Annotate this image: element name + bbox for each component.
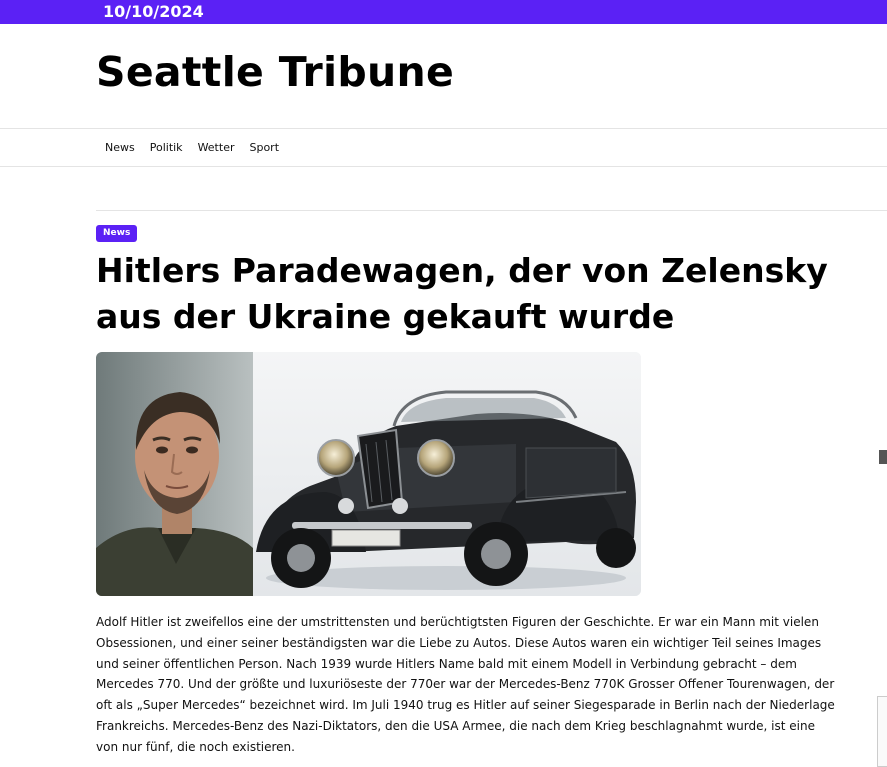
main-nav bbox=[105, 140, 294, 156]
side-ad-edge bbox=[877, 696, 887, 767]
date-label: 10/10/2024 bbox=[103, 2, 204, 21]
header-divider bbox=[0, 128, 887, 129]
side-widget-edge bbox=[879, 450, 887, 464]
article-headline: Hitlers Paradewagen, der von Zelensky aus der Ukraine gekauft wurde bbox=[96, 251, 828, 336]
content-divider bbox=[96, 210, 887, 211]
nav-item-news[interactable]: News bbox=[105, 141, 135, 154]
portrait-photo bbox=[96, 352, 253, 596]
category-badge[interactable]: News bbox=[96, 225, 137, 242]
nav-item-wetter[interactable]: Wetter bbox=[197, 141, 235, 154]
article-hero-image bbox=[96, 352, 641, 596]
article-body: Adolf Hitler ist zweifellos eine der umstrittensten und berüchtigtsten Figuren der Geschichte. Er war ein Mann mit vielen Obsessionen, und einer seiner beständigsten war die Liebe zu Autos. Diese Autos waren ein wichtiger Teil seines Images und seiner öffentlichen Person. Nach 1939 wurde Hitlers Name bald mit einem Modell in Verbindung gebracht – dem Mercedes 770. Und der größte und luxuriöseste der 770er war der Mercedes-Benz 770K Grosser Offener Tourenwagen, der oft als „Super Mercedes“ bezeichnet wird. Im Juli 1940 trug es Hitler auf seiner Siegesparade in Berlin nach der Niederlage Frankreichs. Mercedes-Benz des Nazi-Diktators, den die USA Armee, die nach dem Krieg beschlagnahmt wurde, ist eine von nur fünf, die noch existieren. bbox=[96, 615, 835, 754]
nav-divider bbox=[0, 166, 887, 167]
top-bar bbox=[0, 0, 887, 24]
site-title[interactable]: Seattle Tribune bbox=[96, 48, 455, 96]
nav-item-sport[interactable]: Sport bbox=[249, 141, 280, 154]
nav-item-politik[interactable]: Politik bbox=[149, 141, 183, 154]
